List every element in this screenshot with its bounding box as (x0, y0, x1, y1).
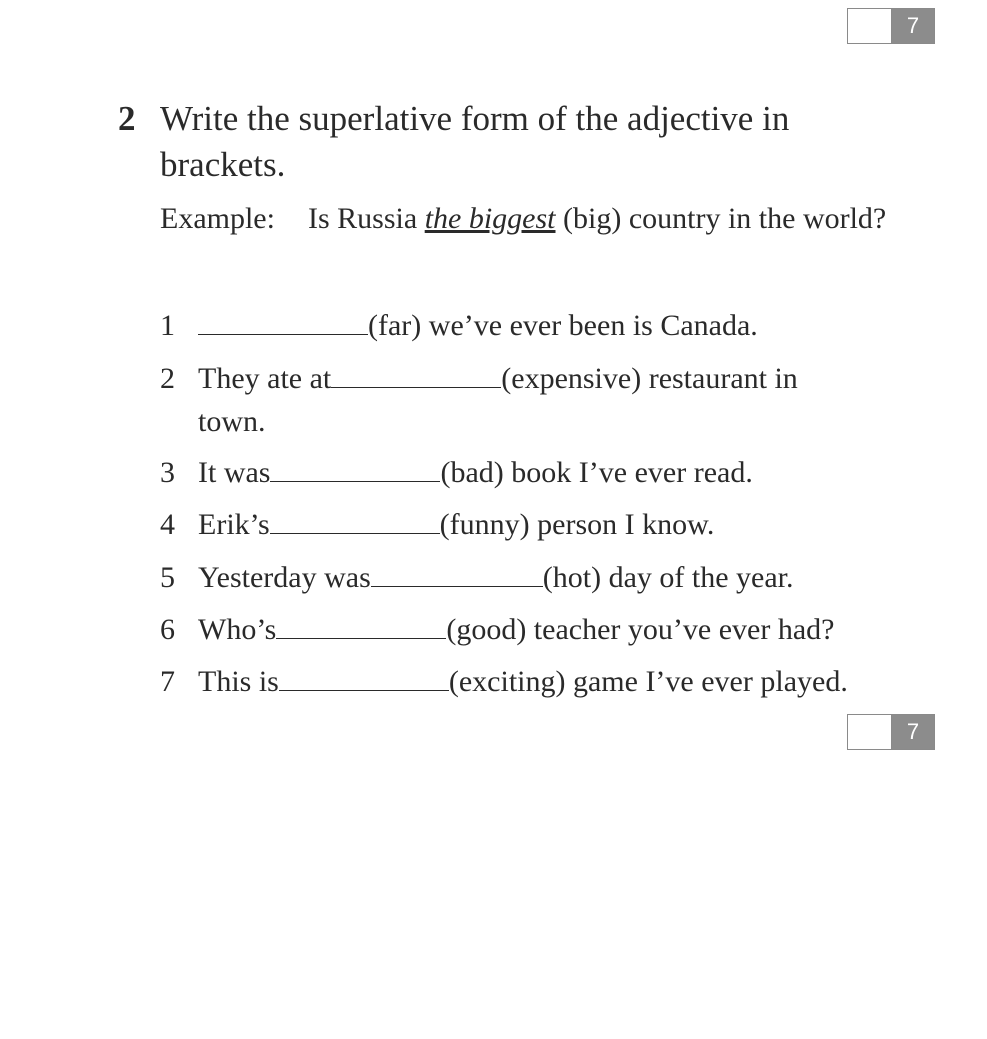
answer-blank-2[interactable] (331, 361, 501, 388)
item-after: (far) we’ve ever been is Canada. (368, 309, 758, 342)
answer-blank-5[interactable] (371, 560, 543, 587)
example-text (308, 196, 898, 242)
item-after: (good) teacher you’ve ever had? (446, 613, 835, 646)
score-box-top (847, 8, 935, 44)
item-number: 3 (160, 456, 175, 489)
answer-blank-4[interactable] (270, 507, 440, 534)
item-number: 2 (160, 362, 175, 395)
item-before: They ate at (198, 362, 332, 395)
answer-blank-6[interactable] (276, 612, 446, 639)
answer-blank-1[interactable] (198, 308, 368, 335)
item-after: (bad) book I’ve ever read. (440, 456, 753, 489)
score-total-top: 7 (892, 9, 934, 43)
item-after: (expensive) restaurant in (501, 362, 798, 395)
item-2-continuation: town. (198, 405, 266, 438)
example-label: Example: (160, 202, 275, 235)
item-before: This is (198, 665, 279, 698)
exercise-item-2 (160, 356, 798, 402)
example-answer: the biggest (424, 202, 556, 235)
exercise-item-7 (160, 659, 848, 705)
score-box-bottom (847, 714, 935, 750)
item-after: (hot) day of the year. (542, 561, 794, 594)
item-number: 7 (160, 665, 175, 698)
item-number: 5 (160, 561, 175, 594)
item-number: 6 (160, 613, 175, 646)
exercise-item-6 (160, 607, 834, 653)
exercise-number: 2 (118, 99, 136, 138)
exercise-item-4 (160, 502, 714, 548)
answer-blank-3[interactable] (270, 455, 440, 482)
score-input-bottom[interactable] (848, 715, 892, 749)
answer-blank-7[interactable] (279, 664, 449, 691)
score-total-bottom: 7 (892, 715, 934, 749)
exercise-item-1 (160, 303, 758, 349)
item-before: Who’s (198, 613, 277, 646)
item-before: Yesterday was (198, 561, 371, 594)
score-input-top[interactable] (848, 9, 892, 43)
item-after: (funny) person I know. (439, 508, 715, 541)
item-after: (exciting) game I’ve ever played. (448, 665, 848, 698)
item-number: 1 (160, 309, 175, 342)
example-after: (big) country in the world? (555, 202, 887, 235)
exercise-item-5 (160, 555, 794, 601)
item-number: 4 (160, 508, 175, 541)
item-before: Erik’s (198, 508, 270, 541)
item-before: It was (198, 456, 271, 489)
example-before: Is Russia (308, 202, 425, 235)
instruction-text: Write the superlative form of the adjective in brackets. (160, 99, 790, 184)
exercise-item-3 (160, 450, 753, 496)
